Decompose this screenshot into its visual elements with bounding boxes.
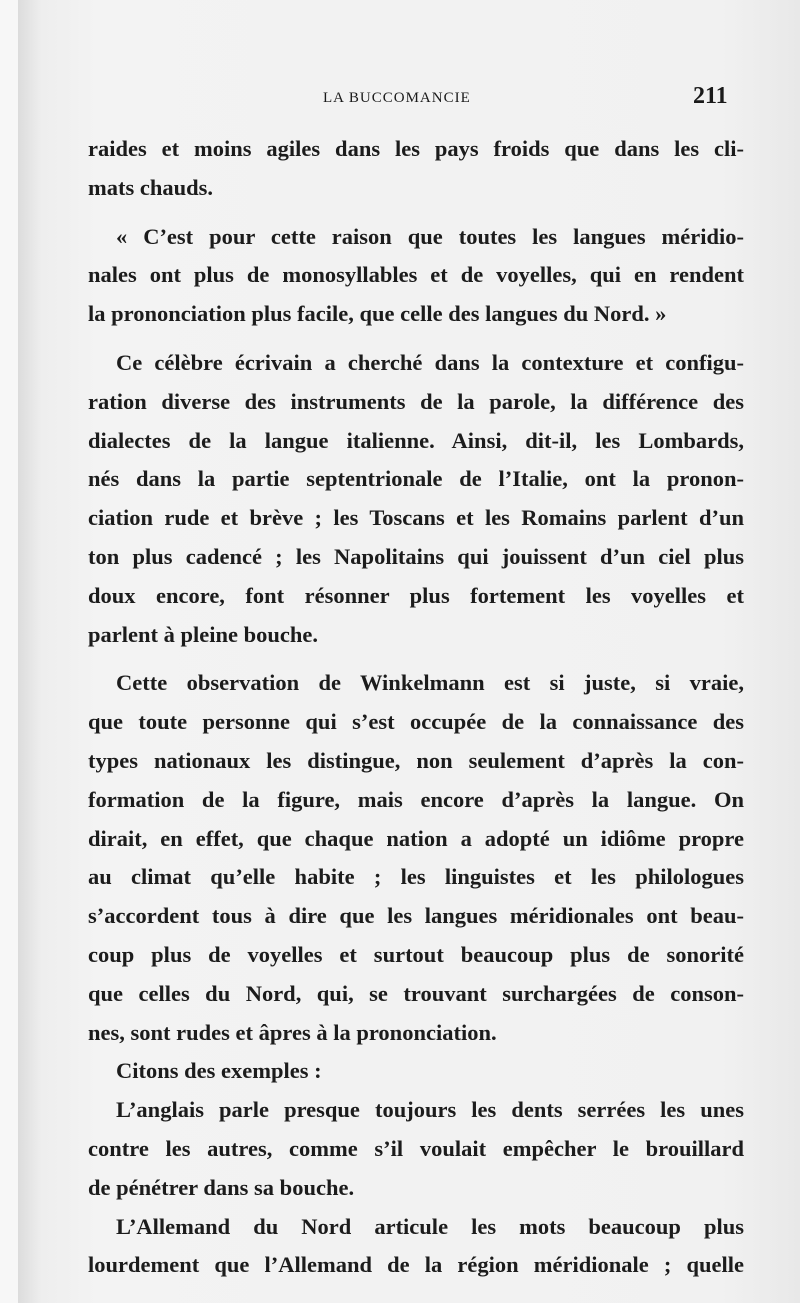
text-line: ciation rude et brève ; les Toscans et les Romains parlent d’un	[88, 505, 744, 531]
text-line: formation de la figure, mais encore d’après la langue. On	[88, 786, 744, 812]
text-line: que toute personne qui s’est occupée de la connaissance des	[88, 709, 744, 735]
running-head: LA BUCCOMANCIE	[323, 90, 471, 106]
page-number: 211	[693, 83, 728, 109]
text-line: doux encore, font résonner plus fortement les voyelles et	[88, 582, 744, 608]
text-line: de pénétrer dans sa bouche.	[88, 1174, 355, 1200]
body-text	[88, 130, 744, 1285]
text-line: au climat qu’elle habite ; les linguistes et les philologues	[88, 864, 744, 890]
text-line: contre les autres, comme s’il voulait empêcher le brouillard	[88, 1135, 744, 1161]
text-line: L’anglais parle presque toujours les dents serrées les unes	[116, 1097, 744, 1123]
text-line: dirait, en effet, que chaque nation a adopté un idiôme propre	[88, 825, 744, 851]
text-line: parlent à pleine bouche.	[88, 621, 319, 647]
text-line: ration diverse des instruments de la parole, la différence des	[88, 388, 744, 414]
text-line: dialectes de la langue italienne. Ainsi, dit-il, les Lombards,	[88, 427, 744, 453]
text-line: types nationaux les distingue, non seulement d’après la con-	[88, 747, 744, 773]
text-line: que celles du Nord, qui, se trouvant surchargées de conson-	[88, 980, 744, 1006]
text-line: raides et moins agiles dans les pays froids que dans les cli-	[88, 136, 744, 161]
text-line: Cette observation de Winkelmann est si juste, si vraie,	[116, 670, 744, 696]
text-line: Ce célèbre écrivain a cherché dans la contexture et configu-	[116, 349, 744, 375]
text-line: nales ont plus de monosyllables et de voyelles, qui en rendent	[88, 262, 744, 288]
page-header	[0, 82, 800, 112]
text-line: la prononciation plus facile, que celle des langues du Nord. »	[88, 301, 667, 327]
text-line: s’accordent tous à dire que les langues méridionales ont beau-	[88, 903, 744, 929]
text-line: nes, sont rudes et âpres à la prononciation.	[88, 1019, 497, 1045]
page-margin	[0, 0, 18, 1303]
text-line: « C’est pour cette raison que toutes les langues méridio-	[116, 223, 744, 249]
text-line: mats chauds.	[88, 174, 214, 200]
text-line: Citons des exemples :	[116, 1058, 322, 1084]
text-line: L’Allemand du Nord articule les mots beaucoup plus	[116, 1213, 744, 1239]
text-line: ton plus cadencé ; les Napolitains qui jouissent d’un ciel plus	[88, 543, 744, 569]
text-line: coup plus de voyelles et surtout beaucoup plus de sonorité	[88, 941, 744, 967]
text-line: nés dans la partie septentrionale de l’Italie, ont la pronon-	[88, 466, 744, 492]
text-line: lourdement que l’Allemand de la région méridionale ; quelle	[88, 1252, 744, 1278]
